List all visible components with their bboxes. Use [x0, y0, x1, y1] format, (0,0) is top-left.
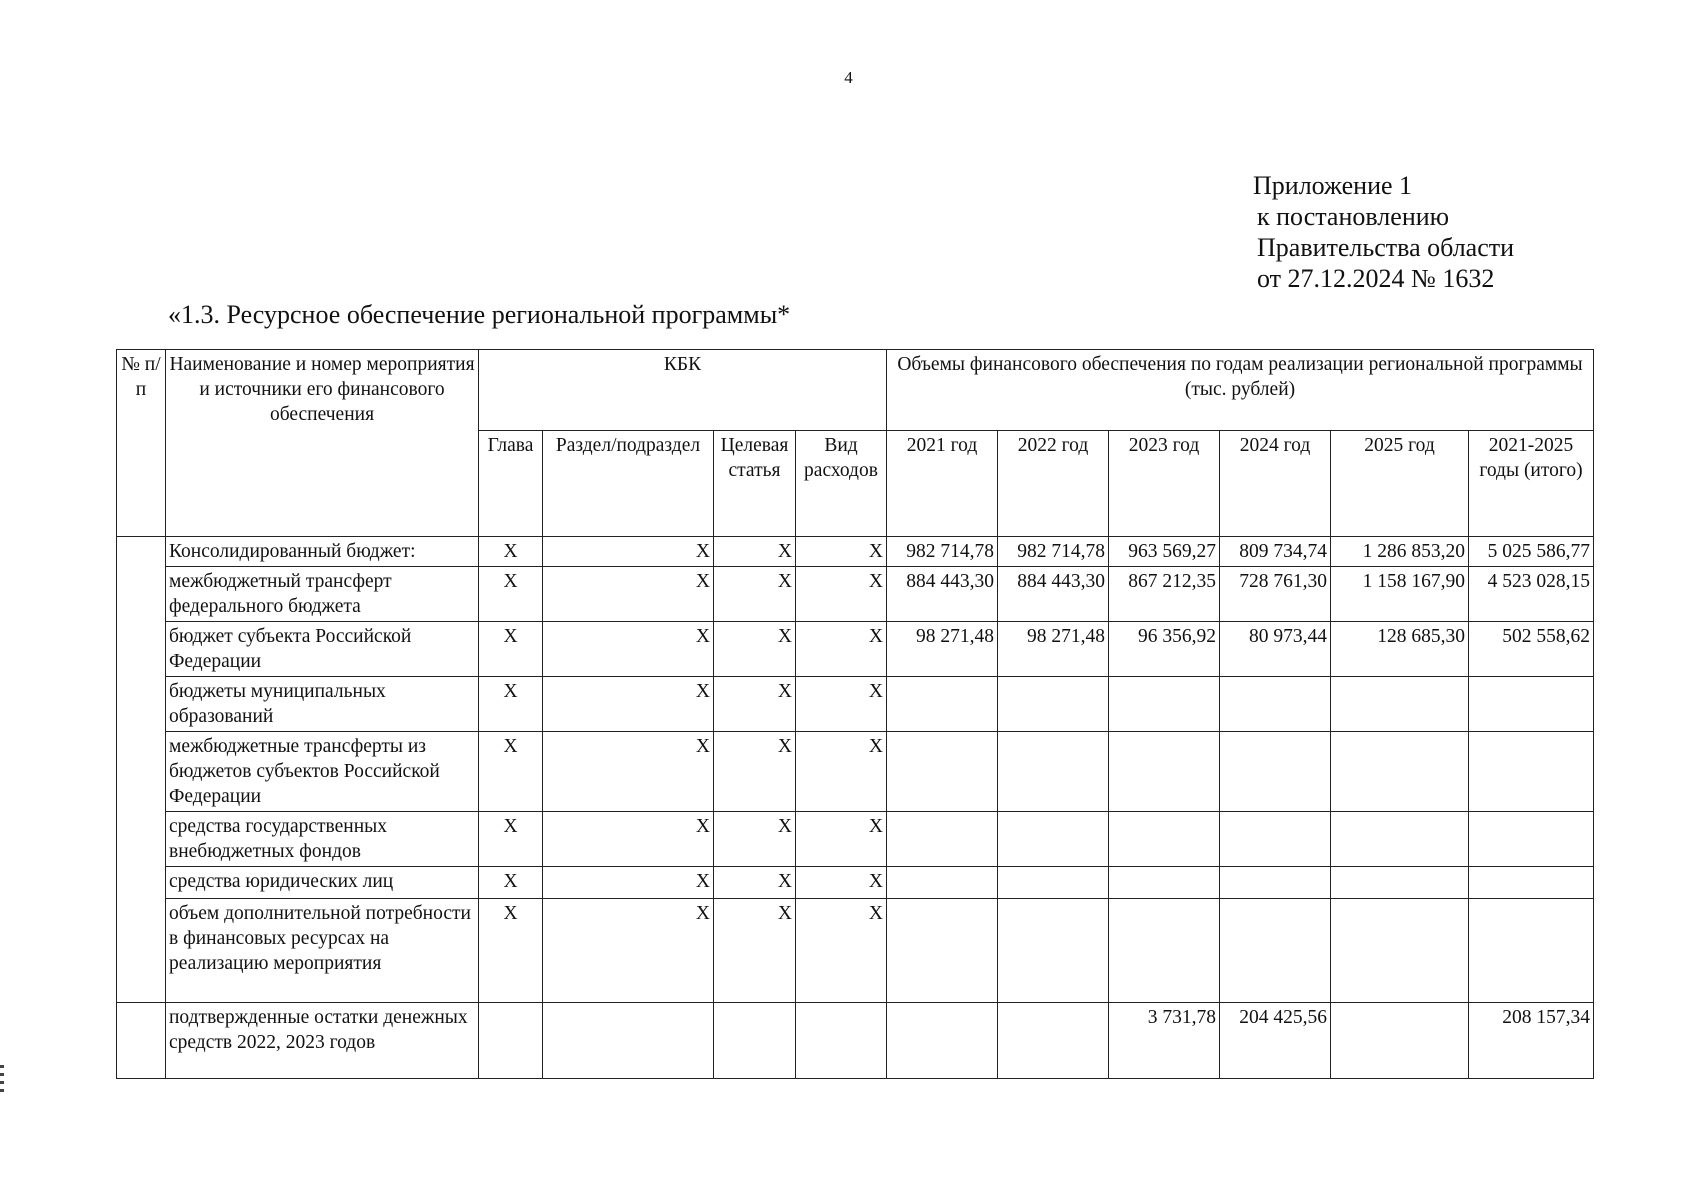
value-cell — [1469, 812, 1594, 867]
kbk-cell — [714, 1003, 796, 1079]
kbk-cell: X — [479, 567, 543, 622]
header-year: 2024 год — [1220, 431, 1331, 537]
value-cell: 80 973,44 — [1220, 622, 1331, 677]
row-name: объем дополнительной потребности в финансовых ресурсах на реализацию мероприятия — [166, 899, 479, 1003]
table-row — [117, 567, 1594, 622]
value-cell — [1220, 899, 1331, 1003]
value-cell — [1220, 812, 1331, 867]
value-cell — [998, 899, 1109, 1003]
kbk-cell: X — [543, 677, 714, 732]
value-cell: 96 356,92 — [1109, 622, 1220, 677]
value-cell: 1 286 853,20 — [1331, 537, 1469, 567]
value-cell: 867 212,35 — [1109, 567, 1220, 622]
value-cell — [1469, 732, 1594, 812]
kbk-cell: X — [543, 622, 714, 677]
row-number-cell — [117, 537, 166, 1003]
kbk-cell: X — [714, 567, 796, 622]
header-volumes: Объемы финансового обеспечения по годам реализации региональной программы (тыс. рублей) — [887, 350, 1594, 431]
value-cell — [998, 867, 1109, 899]
table-row — [117, 732, 1594, 812]
header-kbk: КБК — [479, 350, 887, 431]
value-cell: 3 731,78 — [1109, 1003, 1220, 1079]
row-name: бюджеты муниципальных образований — [166, 677, 479, 732]
kbk-cell: X — [479, 732, 543, 812]
value-cell — [1331, 677, 1469, 732]
kbk-cell: X — [796, 899, 887, 1003]
table-row — [117, 867, 1594, 899]
header-kbk-col: Раздел/подраздел — [543, 431, 714, 537]
kbk-cell: X — [543, 867, 714, 899]
kbk-cell: X — [796, 622, 887, 677]
value-cell — [1331, 732, 1469, 812]
row-name: межбюджетные трансферты из бюджетов субъектов Российской Федерации — [166, 732, 479, 812]
kbk-cell: X — [714, 677, 796, 732]
kbk-cell: X — [543, 537, 714, 567]
table-row — [117, 812, 1594, 867]
header-year: 2022 год — [998, 431, 1109, 537]
kbk-cell: X — [479, 622, 543, 677]
scan-edge-marks — [0, 1065, 4, 1097]
value-cell: 982 714,78 — [998, 537, 1109, 567]
kbk-cell — [543, 1003, 714, 1079]
value-cell: 1 158 167,90 — [1331, 567, 1469, 622]
value-cell — [1109, 677, 1220, 732]
value-cell — [1220, 677, 1331, 732]
header-year: 2023 год — [1109, 431, 1220, 537]
kbk-cell: X — [479, 537, 543, 567]
row-name: подтвержденные остатки денежных средств 2022, 2023 годов — [166, 1003, 479, 1079]
value-cell — [1469, 867, 1594, 899]
header-year: 2021-2025 годы (итого) — [1469, 431, 1594, 537]
appendix-line-2: к постановлению — [1257, 202, 1450, 231]
header-kbk-col: Глава — [479, 431, 543, 537]
kbk-cell: X — [543, 812, 714, 867]
value-cell — [1109, 899, 1220, 1003]
table-row — [117, 537, 1594, 567]
value-cell — [1469, 677, 1594, 732]
value-cell — [1331, 867, 1469, 899]
value-cell: 128 685,30 — [1331, 622, 1469, 677]
kbk-cell: X — [796, 537, 887, 567]
value-cell: 502 558,62 — [1469, 622, 1594, 677]
row-name: средства государственных внебюджетных фондов — [166, 812, 479, 867]
value-cell: 728 761,30 — [1220, 567, 1331, 622]
kbk-cell: X — [543, 732, 714, 812]
kbk-cell: X — [796, 867, 887, 899]
row-name: межбюджетный трансферт федерального бюджета — [166, 567, 479, 622]
kbk-cell: X — [479, 812, 543, 867]
header-row-top — [117, 350, 1594, 431]
value-cell: 884 443,30 — [998, 567, 1109, 622]
value-cell — [1109, 867, 1220, 899]
value-cell — [887, 867, 998, 899]
appendix-line-4: от 27.12.2024 № 1632 — [1257, 264, 1495, 293]
value-cell — [887, 812, 998, 867]
header-kbk-col: Целевая статья — [714, 431, 796, 537]
kbk-cell: X — [796, 812, 887, 867]
kbk-cell: X — [714, 812, 796, 867]
value-cell: 982 714,78 — [887, 537, 998, 567]
value-cell: 204 425,56 — [1220, 1003, 1331, 1079]
kbk-cell: X — [479, 867, 543, 899]
header-name: Наименование и номер мероприятия и источники его финансового обеспечения — [166, 350, 479, 537]
kbk-cell — [479, 1003, 543, 1079]
table-row — [117, 1003, 1594, 1079]
value-cell — [1220, 867, 1331, 899]
value-cell — [1331, 899, 1469, 1003]
kbk-cell: X — [714, 622, 796, 677]
value-cell — [1469, 899, 1594, 1003]
kbk-cell: X — [714, 732, 796, 812]
table-row — [117, 677, 1594, 732]
kbk-cell: X — [479, 677, 543, 732]
value-cell: 963 569,27 — [1109, 537, 1220, 567]
appendix-line-1: Приложение 1 — [1253, 171, 1413, 200]
kbk-cell: X — [796, 677, 887, 732]
header-year: 2025 год — [1331, 431, 1469, 537]
value-cell — [1109, 812, 1220, 867]
row-name: средства юридических лиц — [166, 867, 479, 899]
value-cell: 98 271,48 — [998, 622, 1109, 677]
page-number: 4 — [844, 68, 853, 87]
value-cell — [998, 812, 1109, 867]
kbk-cell: X — [714, 537, 796, 567]
value-cell — [887, 1003, 998, 1079]
value-cell: 5 025 586,77 — [1469, 537, 1594, 567]
value-cell — [887, 732, 998, 812]
row-number-cell — [117, 1003, 166, 1079]
value-cell — [887, 899, 998, 1003]
row-name: бюджет субъекта Российской Федерации — [166, 622, 479, 677]
value-cell: 98 271,48 — [887, 622, 998, 677]
header-num: № п/п — [117, 350, 166, 537]
value-cell — [1109, 732, 1220, 812]
value-cell: 809 734,74 — [1220, 537, 1331, 567]
value-cell — [998, 1003, 1109, 1079]
section-title: «1.3. Ресурсное обеспечение региональной программы* — [168, 300, 791, 329]
kbk-cell: X — [796, 732, 887, 812]
value-cell — [1331, 812, 1469, 867]
kbk-cell: X — [543, 567, 714, 622]
row-name: Консолидированный бюджет: — [166, 537, 479, 567]
table-row — [117, 899, 1594, 1003]
kbk-cell: X — [479, 899, 543, 1003]
value-cell — [998, 732, 1109, 812]
table-row — [117, 622, 1594, 677]
kbk-cell — [796, 1003, 887, 1079]
header-kbk-col: Вид расходов — [796, 431, 887, 537]
resource-table — [116, 349, 1594, 1079]
kbk-cell: X — [796, 567, 887, 622]
value-cell — [887, 677, 998, 732]
kbk-cell: X — [714, 899, 796, 1003]
kbk-cell: X — [714, 867, 796, 899]
value-cell — [1331, 1003, 1469, 1079]
appendix-line-3: Правительства области — [1257, 233, 1515, 262]
value-cell — [1220, 732, 1331, 812]
appendix-heading — [1253, 170, 1514, 294]
kbk-cell: X — [543, 899, 714, 1003]
value-cell: 884 443,30 — [887, 567, 998, 622]
value-cell: 208 157,34 — [1469, 1003, 1594, 1079]
header-year: 2021 год — [887, 431, 998, 537]
value-cell: 4 523 028,15 — [1469, 567, 1594, 622]
value-cell — [998, 677, 1109, 732]
